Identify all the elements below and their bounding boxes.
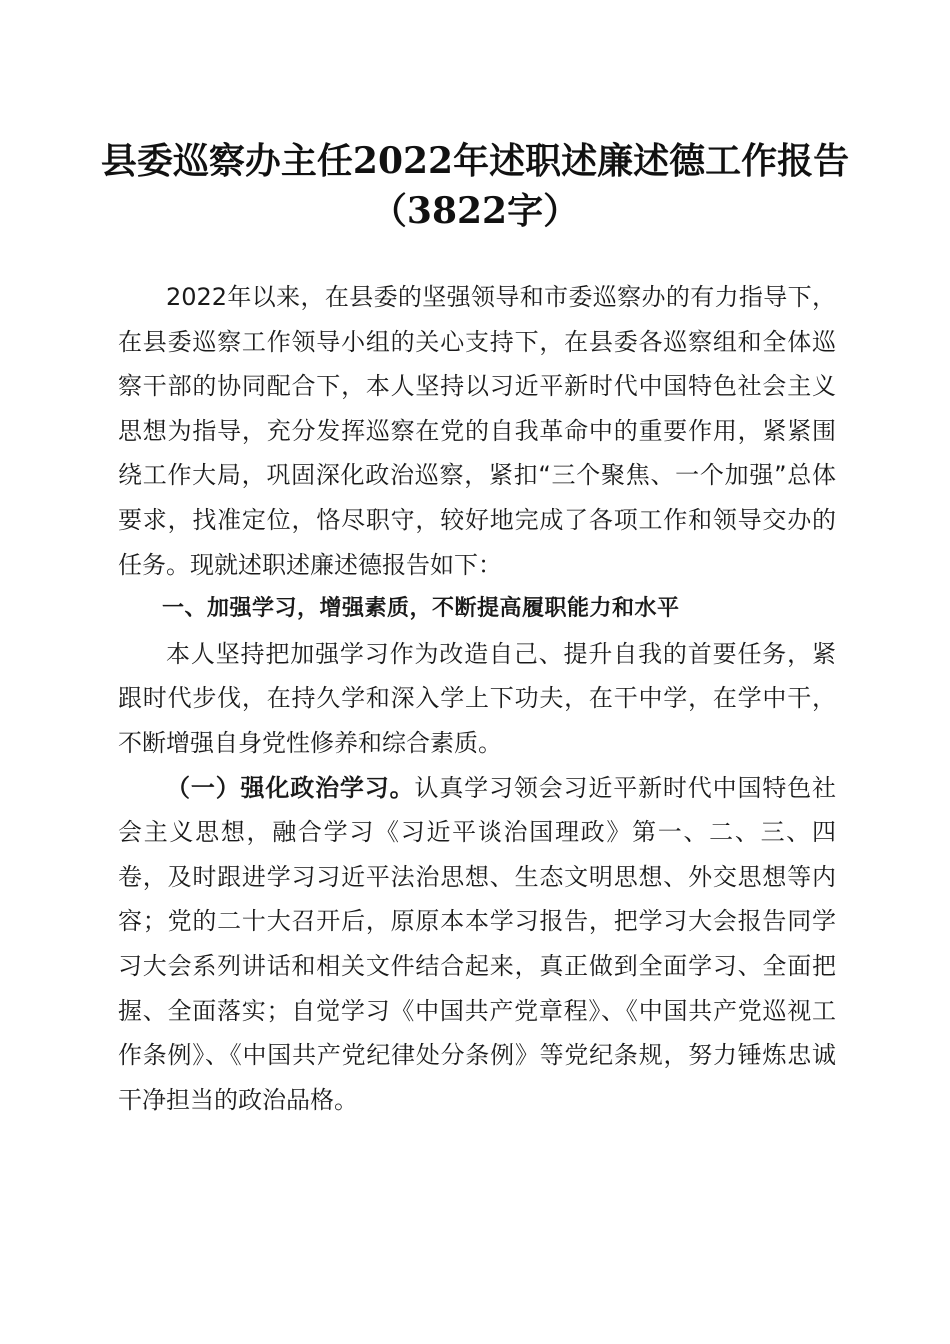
section-paragraph: 本人坚持把加强学习作为改造自己、提升自我的首要任务，紧跟时代步伐，在持久学和深入学上下功夫，在干中学，在学中干，不断增强自身党性修养和综合素质。 (118, 639, 836, 757)
intro-paragraph: 2022年以来，在县委的坚强领导和市委巡察办的有力指导下，在县委巡察工作领导小组的关心支持下，在县委各巡察组和全体巡察干部的协同配合下，本人坚持以习近平新时代中国特色社会主义思想为指导，充分发挥巡察在党的自我革命中的重要作用，紧紧围绕工作大局，巩固深化政治巡察，紧扣“三个聚焦、一个加强”总体要求，找准定位，恪尽职守，较好地完成了各项工作和领导交办的任务。现就述职述廉述德报告如下： (118, 283, 836, 579)
subsection-paragraph (118, 766, 836, 1123)
document-body (118, 275, 836, 1122)
section-heading: 一、加强学习，增强素质，不断提高履职能力和水平 (162, 596, 680, 622)
subsection-lead: （一）强化政治学习。 (166, 773, 415, 802)
document-title: 县委巡察办主任2022年述职述廉述德工作报告（3822字） (100, 140, 850, 232)
subsection-text: 认真学习领会习近平新时代中国特色社会主义思想，融合学习《习近平谈治国理政》第一、二、三、四卷，及时跟进学习习近平法治思想、生态文明思想、外交思想等内容；党的二十大召开后，原原本本学习报告，把学习大会报告同学习大会系列讲话和相关文件结合起来，真正做到全面学习、全面把握、全面落实；自觉学习《中国共产党章程》、《中国共产党巡视工作条例》、《中国共产党纪律处分条例》等党纪条规，努力锤炼忠诚干净担当的政治品格。 (118, 773, 837, 1114)
